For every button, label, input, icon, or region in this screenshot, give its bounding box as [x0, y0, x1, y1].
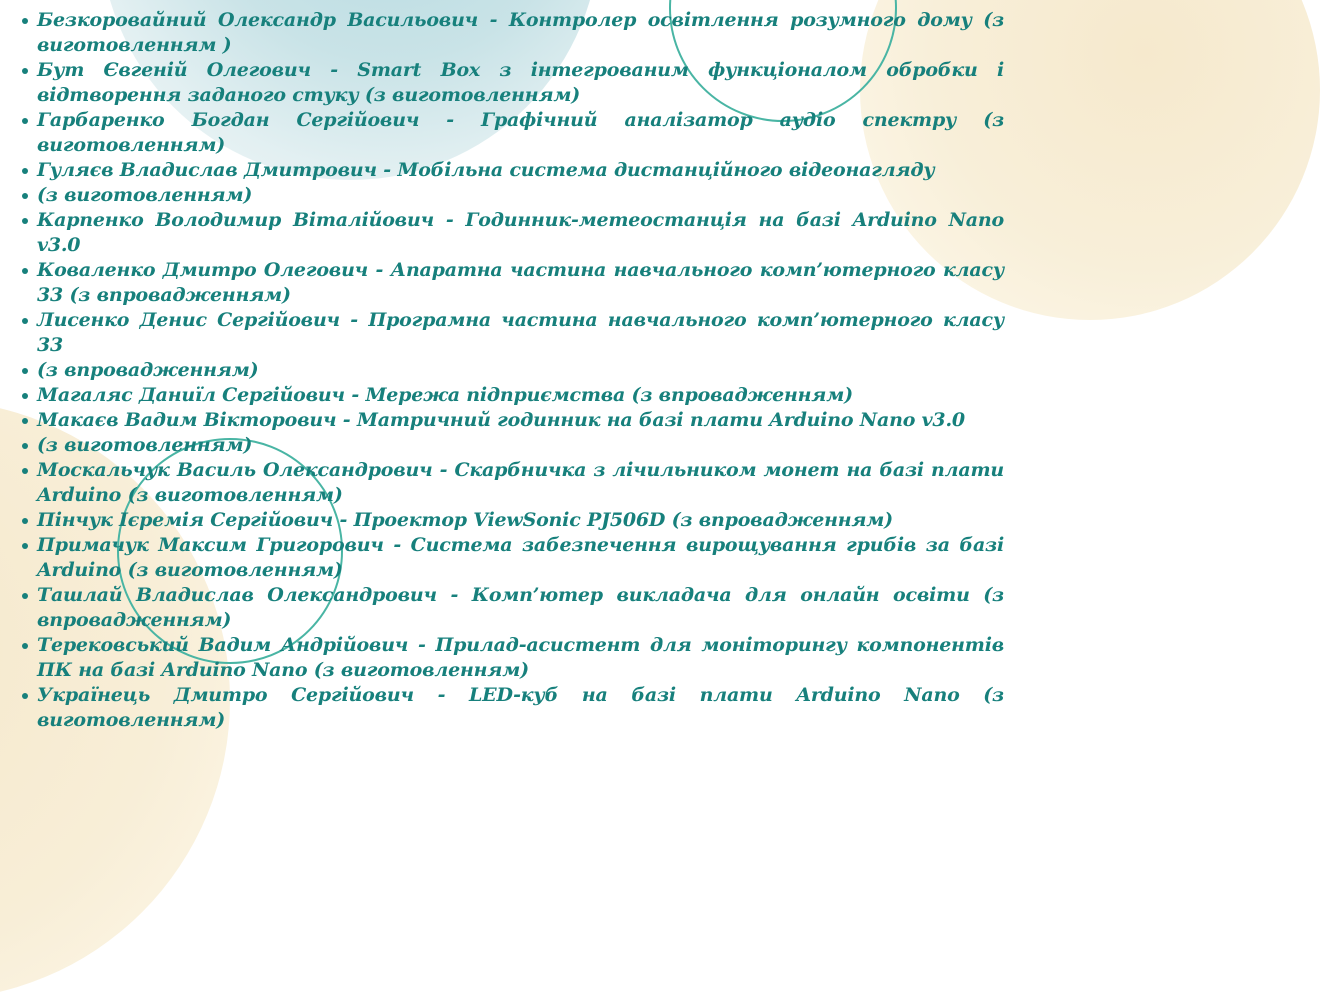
list-item-text: Бут Євгеній Олегович - Smart Box з інтегрованим функціоналом обробки і відтворення заданого стуку (з виготовленням)	[37, 59, 1004, 106]
bullet-icon	[22, 18, 28, 24]
list-item	[37, 58, 1004, 108]
list-item	[37, 358, 1004, 383]
list-item-text: Москальчук Василь Олександрович - Скарбничка з лічильником монет на базі плати Arduino (з виготовленням)	[37, 459, 1004, 506]
list-item	[37, 683, 1004, 733]
list-item-text: Ташлай Владислав Олександрович - Комп’ютер викладача для онлайн освіти (з впровадженням)	[37, 584, 1004, 631]
list-item	[37, 108, 1004, 158]
list-item-text: Пінчук Ієремія Сергійович - Проектор ViewSonic PJ506D (з впровадженням)	[37, 509, 893, 531]
list-item-text: Примачук Максим Григорович - Система забезпечення вирощування грибів за базі Arduino (з виготовленням)	[37, 534, 1004, 581]
list-item-text: Безкоровайний Олександр Васильович - Контролер освітлення розумного дому (з виготовленням )	[37, 9, 1004, 56]
list-item	[37, 633, 1004, 683]
list-item	[37, 258, 1004, 308]
bullet-icon	[22, 168, 28, 174]
bullet-icon	[22, 643, 28, 649]
bullet-icon	[22, 543, 28, 549]
bullet-icon	[22, 393, 28, 399]
list-item-text: (з впровадженням)	[37, 359, 259, 381]
list-item	[37, 383, 1004, 408]
list-item	[37, 433, 1004, 458]
list-item-text: Лисенко Денис Сергійович - Програмна частина навчального комп’ютерного класу 33	[37, 309, 1004, 356]
bullet-icon	[22, 318, 28, 324]
list-item	[37, 458, 1004, 508]
list-item-text: Українець Дмитро Сергійович - LED-куб на базі плати Arduino Nano (з виготовленням)	[37, 684, 1004, 731]
list-item-text: Гарбаренко Богдан Сергійович - Графічний аналізатор аудіо спектру (з виготовленням)	[37, 109, 1004, 156]
bullet-icon	[22, 193, 28, 199]
list-item	[37, 583, 1004, 633]
list-item-text: Карпенко Володимир Віталійович - Годинник-метеостанція на базі Arduino Nano v3.0	[37, 209, 1004, 256]
list-item-text: Макаєв Вадим Вікторович - Матричний годинник на базі плати Arduino Nano v3.0	[37, 409, 965, 431]
bullet-icon	[22, 468, 28, 474]
list-item-text: Гуляєв Владислав Дмитрович - Мобільна система дистанційного відеонагляду	[37, 159, 935, 181]
list-item	[37, 183, 1004, 208]
list-item	[37, 533, 1004, 583]
bullet-icon	[22, 68, 28, 74]
bullet-icon	[22, 693, 28, 699]
list-item	[37, 208, 1004, 258]
bullet-icon	[22, 118, 28, 124]
bullet-icon	[22, 418, 28, 424]
bullet-icon	[22, 593, 28, 599]
list-item	[37, 408, 1004, 433]
bullet-icon	[22, 218, 28, 224]
list-item	[37, 308, 1004, 358]
list-item	[37, 8, 1004, 58]
list-item-text: (з виготовленням)	[37, 434, 253, 456]
bullet-icon	[22, 368, 28, 374]
list-item-text: (з виготовленням)	[37, 184, 253, 206]
list-item-text: Терековський Вадим Андрійович - Прилад-асистент для моніторингу компонентів ПК на базі Arduino Nano (з виготовленням)	[37, 634, 1004, 681]
bullet-icon	[22, 518, 28, 524]
list-item	[37, 158, 1004, 183]
bullet-icon	[22, 443, 28, 449]
list-item-text: Коваленко Дмитро Олегович - Апаратна частина навчального комп’ютерного класу 33 (з впровадженням)	[37, 259, 1004, 306]
list-item-text: Магаляс Даниїл Сергійович - Мережа підприємства (з впровадженням)	[37, 384, 853, 406]
bullet-icon	[22, 268, 28, 274]
list-item	[37, 508, 1004, 533]
